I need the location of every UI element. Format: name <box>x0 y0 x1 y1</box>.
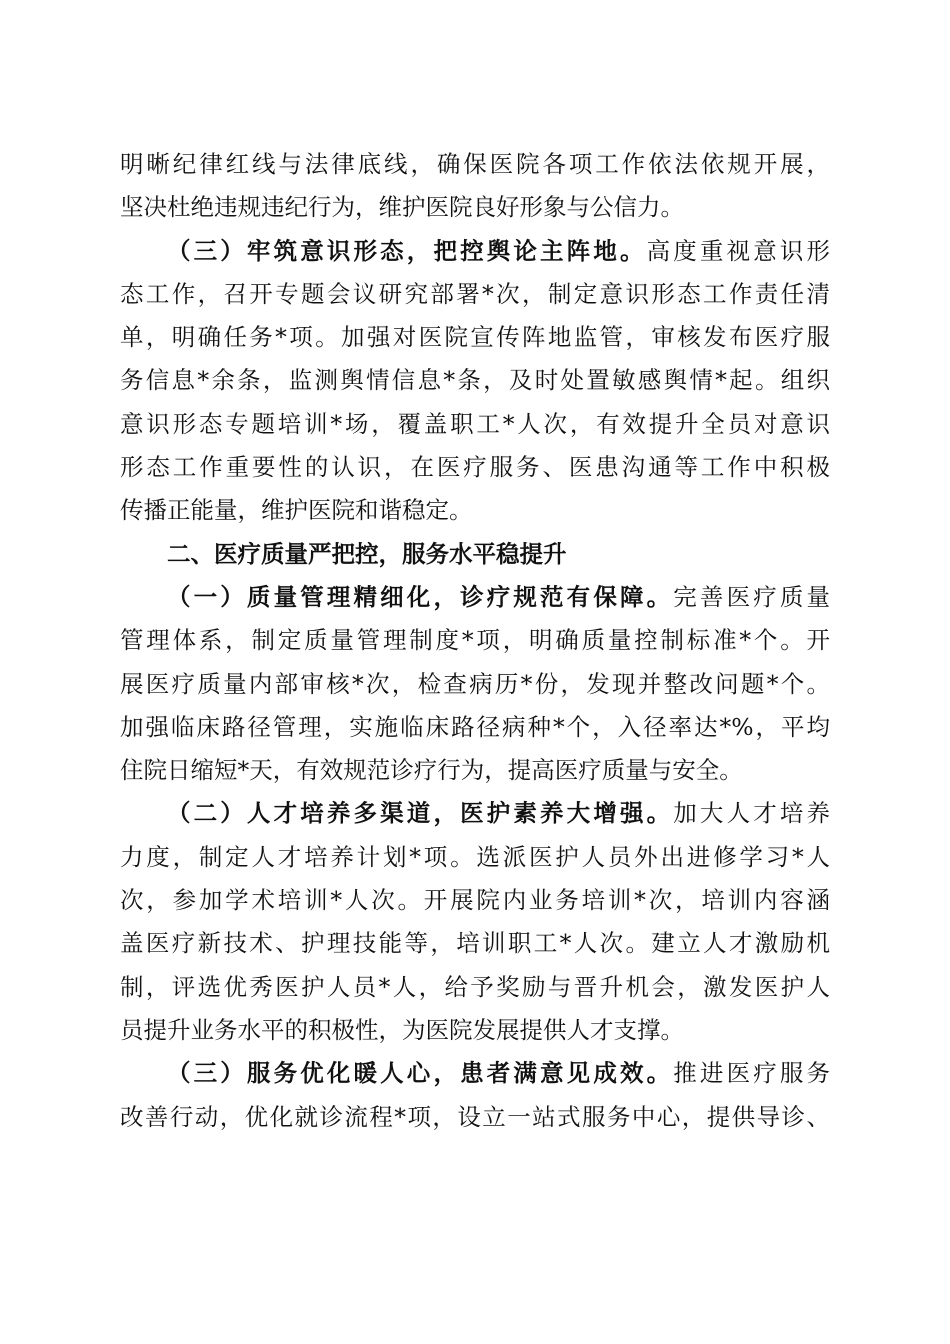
subsection-title-1-quality: （一）质量管理精细化，诊疗规范有保障。 <box>167 582 674 611</box>
paragraph-line: 员提升业务水平的积极性，为医院发展提供人才支撑。 <box>120 1015 684 1044</box>
paragraph-line: 务信息*余条，监测舆情信息*条，及时处置敏感舆情*起。组织 <box>120 366 830 395</box>
paragraph-line: 传播正能量，维护医院和谐稳定。 <box>120 496 473 525</box>
document-body <box>120 143 830 1139</box>
paragraph-line: 明晰纪律红线与法律底线，确保医院各项工作依法依规开展， <box>120 150 830 178</box>
paragraph-line: 盖医疗新技术、护理技能等，培训职工*人次。建立人才激励机 <box>120 929 830 958</box>
paragraph-line: 形态工作重要性的认识，在医疗服务、医患沟通等工作中积极 <box>120 453 830 482</box>
paragraph-line: 单，明确任务*项。加强对医院宣传阵地监管，审核发布医疗服 <box>120 323 830 352</box>
subsection-line <box>120 576 830 619</box>
paragraph-line: 次，参加学术培训*人次。开展院内业务培训*次，培训内容涵 <box>120 886 830 915</box>
paragraph-text: 完善医疗质量 <box>673 582 831 611</box>
subsection-title-3-ideology: （三）牢筑意识形态，把控舆论主阵地。 <box>167 236 647 265</box>
paragraph-line: 力度，制定人才培养计划*项。选派医护人员外出进修学习*人 <box>120 842 830 871</box>
paragraph-line: 意识形态专题培训*场，覆盖职工*人次，有效提升全员对意识 <box>120 409 830 438</box>
subsection-title-2-talent: （二）人才培养多渠道，医护素养大增强。 <box>167 799 674 828</box>
paragraph-text: 推进医疗服务 <box>673 1059 831 1088</box>
paragraph-line: 管理体系，制定质量管理制度*项，明确质量控制标准*个。开 <box>120 626 830 655</box>
paragraph-line: 态工作，召开专题会议研究部署*次，制定意识形态工作责任清 <box>120 279 830 308</box>
paragraph-text: 高度重视意识形 <box>646 236 830 265</box>
paragraph-line: 住院日缩短*天，有效规范诊疗行为，提高医疗质量与安全。 <box>120 756 743 785</box>
paragraph-line: 展医疗质量内部审核*次，检查病历*份，发现并整改问题*个。 <box>120 669 830 698</box>
subsection-line <box>120 230 830 273</box>
subsection-title-3-service: （三）服务优化暖人心，患者满意见成效。 <box>167 1059 674 1088</box>
subsection-line <box>120 1052 830 1095</box>
paragraph-line: 坚决杜绝违规违纪行为，维护医院良好形象与公信力。 <box>120 193 684 222</box>
section-heading-2: 二、医疗质量严把控，服务水平稳提升 <box>167 539 567 568</box>
paragraph-line: 加强临床路径管理，实施临床路径病种*个，入径率达*%，平均 <box>120 712 830 741</box>
paragraph-line: 制，评选优秀医护人员*人，给予奖励与晋升机会，激发医护人 <box>120 972 830 1001</box>
paragraph-line: 改善行动，优化就诊流程*项，设立一站式服务中心，提供导诊、 <box>120 1102 830 1131</box>
paragraph-text: 加大人才培养 <box>673 799 831 828</box>
subsection-line <box>120 792 830 835</box>
